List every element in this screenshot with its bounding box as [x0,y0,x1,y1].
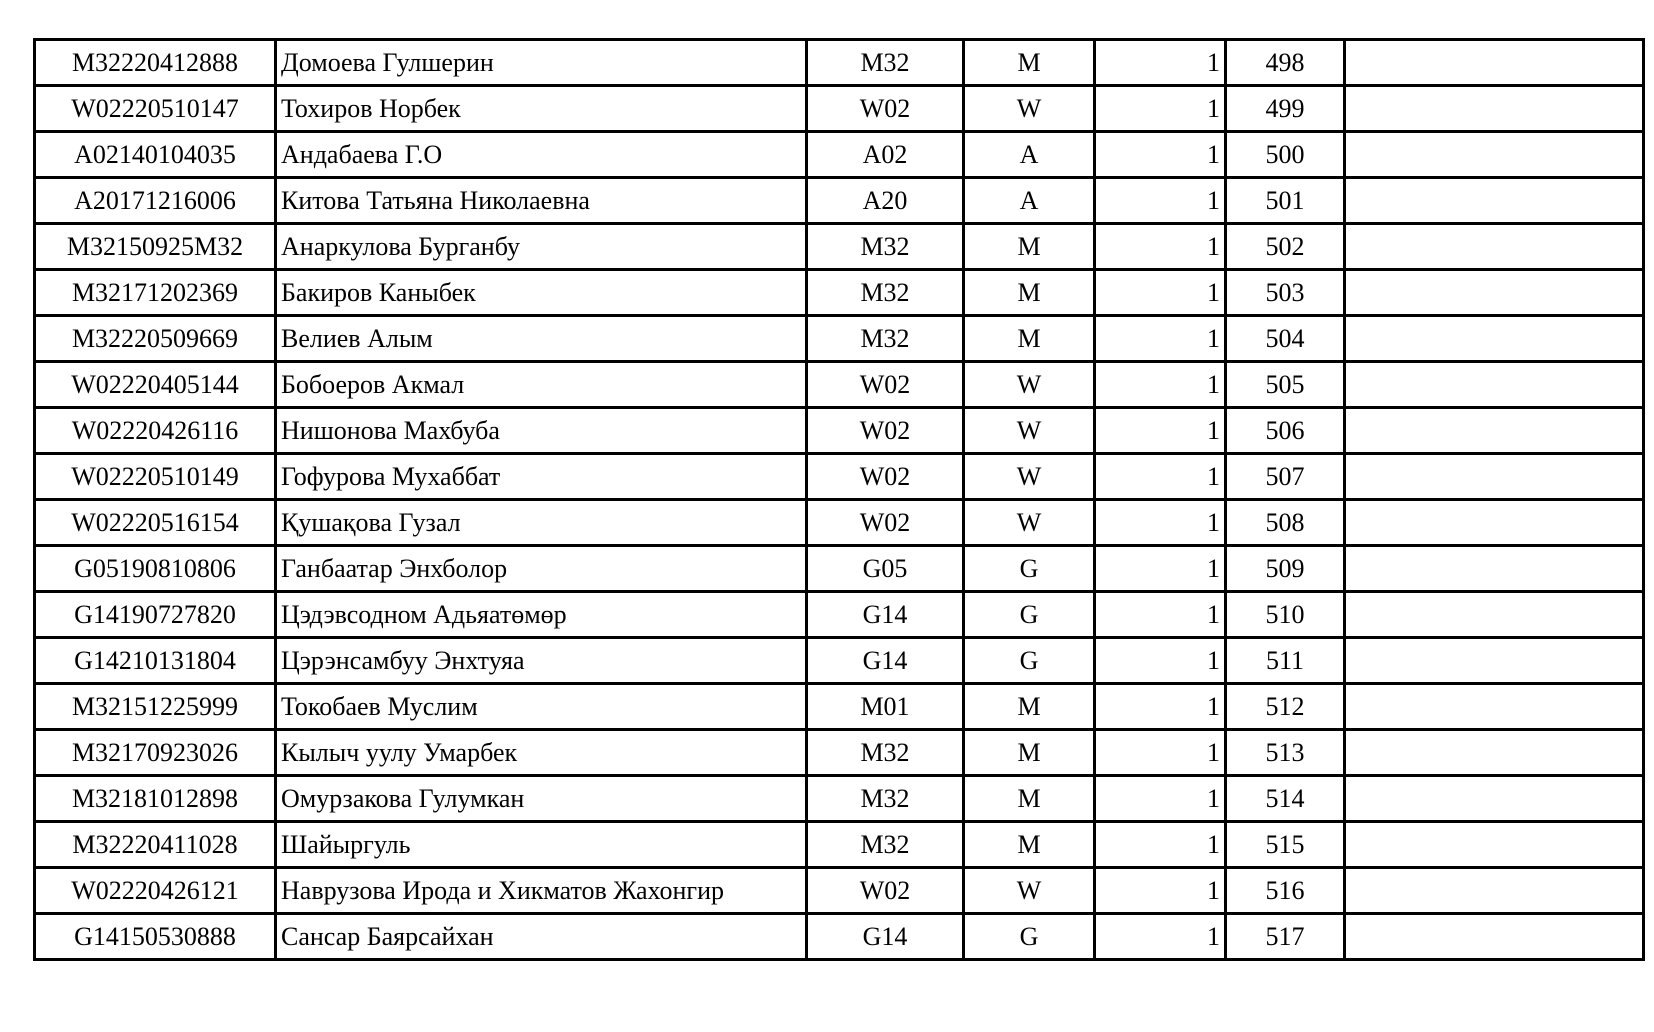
table-row [35,914,1644,960]
code-cell: W02220510149 [35,454,276,500]
number-cell: 501 [1226,178,1345,224]
number-cell: 505 [1226,362,1345,408]
number-cell: 510 [1226,592,1345,638]
empty-cell [1345,362,1644,408]
table-body [35,40,1644,960]
quantity-cell: 1 [1095,178,1226,224]
name-cell: Сансар Баярсайхан [276,914,807,960]
empty-cell [1345,868,1644,914]
group-cell: W02 [807,362,964,408]
empty-cell [1345,914,1644,960]
quantity-cell: 1 [1095,546,1226,592]
number-cell: 511 [1226,638,1345,684]
number-cell: 507 [1226,454,1345,500]
group-cell: M32 [807,730,964,776]
table-row [35,730,1644,776]
empty-cell [1345,730,1644,776]
empty-cell [1345,408,1644,454]
number-cell: 509 [1226,546,1345,592]
empty-cell [1345,546,1644,592]
table-row [35,408,1644,454]
group-cell: G05 [807,546,964,592]
name-cell: Тохиров Норбек [276,86,807,132]
number-cell: 513 [1226,730,1345,776]
group-cell: W02 [807,408,964,454]
quantity-cell: 1 [1095,776,1226,822]
number-cell: 498 [1226,40,1345,86]
quantity-cell: 1 [1095,868,1226,914]
category-cell: G [964,638,1095,684]
group-cell: W02 [807,500,964,546]
category-cell: W [964,86,1095,132]
code-cell: A02140104035 [35,132,276,178]
empty-cell [1345,500,1644,546]
empty-cell [1345,454,1644,500]
data-table [33,38,1645,961]
table-row [35,868,1644,914]
group-cell: M32 [807,316,964,362]
quantity-cell: 1 [1095,638,1226,684]
empty-cell [1345,684,1644,730]
number-cell: 508 [1226,500,1345,546]
table-row [35,822,1644,868]
number-cell: 514 [1226,776,1345,822]
name-cell: Цэдэвсодном Адьяатөмөр [276,592,807,638]
quantity-cell: 1 [1095,316,1226,362]
category-cell: M [964,224,1095,270]
name-cell: Китова Татьяна Николаевна [276,178,807,224]
group-cell: W02 [807,868,964,914]
category-cell: A [964,178,1095,224]
name-cell: Омурзакова Гулумкан [276,776,807,822]
empty-cell [1345,40,1644,86]
table-row [35,776,1644,822]
number-cell: 515 [1226,822,1345,868]
empty-cell [1345,822,1644,868]
name-cell: Токобаев Муслим [276,684,807,730]
number-cell: 502 [1226,224,1345,270]
category-cell: G [964,592,1095,638]
name-cell: Домоева Гулшерин [276,40,807,86]
code-cell: W02220516154 [35,500,276,546]
category-cell: M [964,730,1095,776]
table-row [35,500,1644,546]
code-cell: M32181012898 [35,776,276,822]
number-cell: 499 [1226,86,1345,132]
quantity-cell: 1 [1095,730,1226,776]
name-cell: Бакиров Каныбек [276,270,807,316]
code-cell: M32170923026 [35,730,276,776]
name-cell: Нишонова Махбуба [276,408,807,454]
group-cell: G14 [807,914,964,960]
group-cell: M32 [807,776,964,822]
name-cell: Анаркулова Бурганбу [276,224,807,270]
category-cell: M [964,776,1095,822]
table-row [35,684,1644,730]
code-cell: G14210131804 [35,638,276,684]
category-cell: M [964,822,1095,868]
table-row [35,178,1644,224]
number-cell: 500 [1226,132,1345,178]
quantity-cell: 1 [1095,684,1226,730]
category-cell: M [964,40,1095,86]
name-cell: Велиев Алым [276,316,807,362]
code-cell: M32220509669 [35,316,276,362]
empty-cell [1345,132,1644,178]
name-cell: Қушақова Гузал [276,500,807,546]
table-row [35,86,1644,132]
group-cell: M32 [807,822,964,868]
empty-cell [1345,316,1644,362]
empty-cell [1345,178,1644,224]
quantity-cell: 1 [1095,454,1226,500]
group-cell: G14 [807,592,964,638]
empty-cell [1345,224,1644,270]
quantity-cell: 1 [1095,86,1226,132]
quantity-cell: 1 [1095,914,1226,960]
quantity-cell: 1 [1095,822,1226,868]
category-cell: W [964,408,1095,454]
group-cell: M32 [807,270,964,316]
group-cell: M32 [807,224,964,270]
group-cell: M01 [807,684,964,730]
name-cell: Наврузова Ирода и Хикматов Жахонгир [276,868,807,914]
code-cell: G14150530888 [35,914,276,960]
code-cell: M32151225999 [35,684,276,730]
number-cell: 516 [1226,868,1345,914]
category-cell: W [964,500,1095,546]
category-cell: W [964,362,1095,408]
table-row [35,592,1644,638]
quantity-cell: 1 [1095,40,1226,86]
name-cell: Кылыч уулу Умарбек [276,730,807,776]
code-cell: A20171216006 [35,178,276,224]
table-row [35,546,1644,592]
code-cell: M32171202369 [35,270,276,316]
category-cell: M [964,270,1095,316]
group-cell: G14 [807,638,964,684]
group-cell: W02 [807,454,964,500]
quantity-cell: 1 [1095,270,1226,316]
quantity-cell: 1 [1095,408,1226,454]
name-cell: Гофурова Мухаббат [276,454,807,500]
code-cell: W02220426116 [35,408,276,454]
category-cell: M [964,684,1095,730]
code-cell: G05190810806 [35,546,276,592]
table-row [35,270,1644,316]
group-cell: W02 [807,86,964,132]
group-cell: A02 [807,132,964,178]
quantity-cell: 1 [1095,362,1226,408]
code-cell: W02220405144 [35,362,276,408]
number-cell: 504 [1226,316,1345,362]
table-row [35,224,1644,270]
number-cell: 503 [1226,270,1345,316]
quantity-cell: 1 [1095,224,1226,270]
name-cell: Шайыргуль [276,822,807,868]
number-cell: 517 [1226,914,1345,960]
number-cell: 506 [1226,408,1345,454]
empty-cell [1345,270,1644,316]
name-cell: Бобоеров Акмал [276,362,807,408]
category-cell: A [964,132,1095,178]
code-cell: M32150925M32 [35,224,276,270]
group-cell: A20 [807,178,964,224]
table-row [35,454,1644,500]
quantity-cell: 1 [1095,592,1226,638]
code-cell: W02220426121 [35,868,276,914]
table-row [35,132,1644,178]
code-cell: M32220411028 [35,822,276,868]
quantity-cell: 1 [1095,132,1226,178]
category-cell: M [964,316,1095,362]
group-cell: M32 [807,40,964,86]
table-row [35,638,1644,684]
table-row [35,362,1644,408]
code-cell: W02220510147 [35,86,276,132]
table-row [35,40,1644,86]
quantity-cell: 1 [1095,500,1226,546]
code-cell: G14190727820 [35,592,276,638]
table-row [35,316,1644,362]
empty-cell [1345,776,1644,822]
empty-cell [1345,638,1644,684]
code-cell: M32220412888 [35,40,276,86]
category-cell: G [964,546,1095,592]
empty-cell [1345,592,1644,638]
category-cell: W [964,454,1095,500]
number-cell: 512 [1226,684,1345,730]
name-cell: Андабаева Г.О [276,132,807,178]
category-cell: W [964,868,1095,914]
name-cell: Цэрэнсамбуу Энхтуяа [276,638,807,684]
empty-cell [1345,86,1644,132]
name-cell: Ганбаатар Энхболор [276,546,807,592]
category-cell: G [964,914,1095,960]
